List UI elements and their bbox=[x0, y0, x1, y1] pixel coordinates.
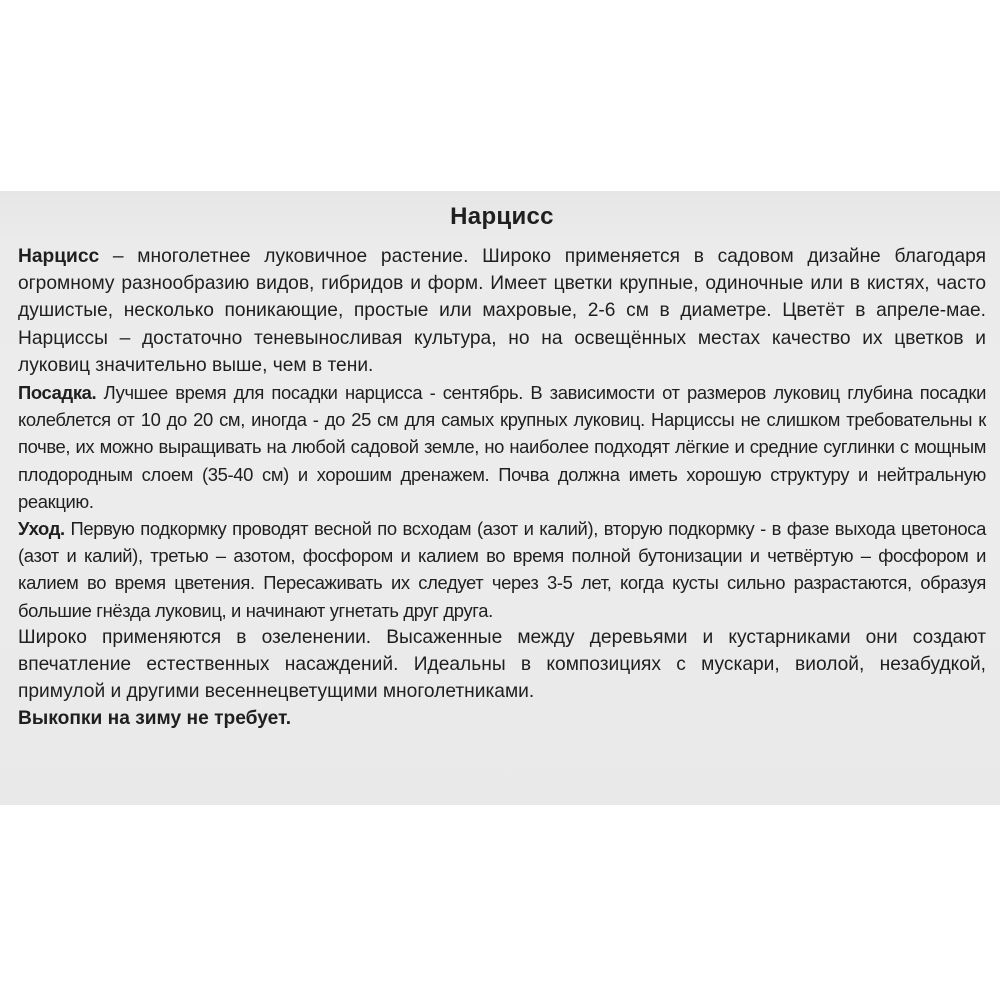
planting-text: Лучшее время для посадки нарцисса - сентябрь. В зависимости от размеров луковиц глубина посадки колеблется от 10 до 20 см, иногда - до 25 см для самых крупных луковиц. Нарциссы не слишком требовательны к почве, их можно выращивать на любой садовой земле, но наиболее подходят лёгкие и средние суглинки с мощным плодородным слоем (35-40 см) и хорошим дренажем. Почва должна иметь хорошую структуру и нейтральную реакцию. bbox=[18, 382, 986, 512]
care-text: Первую подкормку проводят весной по всходам (азот и калий), вторую подкормку - в фазе выхода цветоноса (азот и калий), третью – азотом, фосфором и калием во время полной бутонизации и четвёртую – фосфором и калием во время цветения. Пересаживать их следует через 3-5 лет, когда кусты сильно разрастаются, образуя большие гнёзда луковиц, и начинают угнетать друг друга. bbox=[18, 518, 986, 621]
intro-lead: Нарцисс bbox=[18, 246, 100, 267]
planting-paragraph bbox=[18, 379, 986, 515]
care-lead: Уход. bbox=[18, 518, 65, 540]
product-label bbox=[0, 191, 1000, 805]
final-note: Выкопки на зиму не требует. bbox=[18, 708, 292, 730]
planting-lead: Посадка. bbox=[18, 382, 97, 404]
intro-text: – многолетнее луковичное растение. Широко применяется в садовом дизайне благодаря огромному разнообразию видов, гибридов и форм. Имеет цветки крупные, одиночные или в кистях, часто душистые, несколько поникающие, простые или махровые, 2-6 см в диаметре. Цветёт в апреле-мае. Нарциссы – достаточно теневыносливая культура, но на освещённых местах качество их цветков и луковиц значительно выше, чем в тени. bbox=[18, 246, 986, 376]
intro-paragraph bbox=[18, 243, 986, 379]
usage-text: Широко применяются в озеленении. Высаженные между деревьями и кустарниками они создают впечатление естественных насаждений. Идеальны в композициях с мускари, виолой, незабудкой, примулой и другими весеннецветущими многолетниками. bbox=[18, 626, 986, 703]
care-paragraph bbox=[18, 515, 986, 624]
label-title: Нарцисс bbox=[450, 203, 554, 230]
usage-paragraph bbox=[18, 624, 986, 706]
